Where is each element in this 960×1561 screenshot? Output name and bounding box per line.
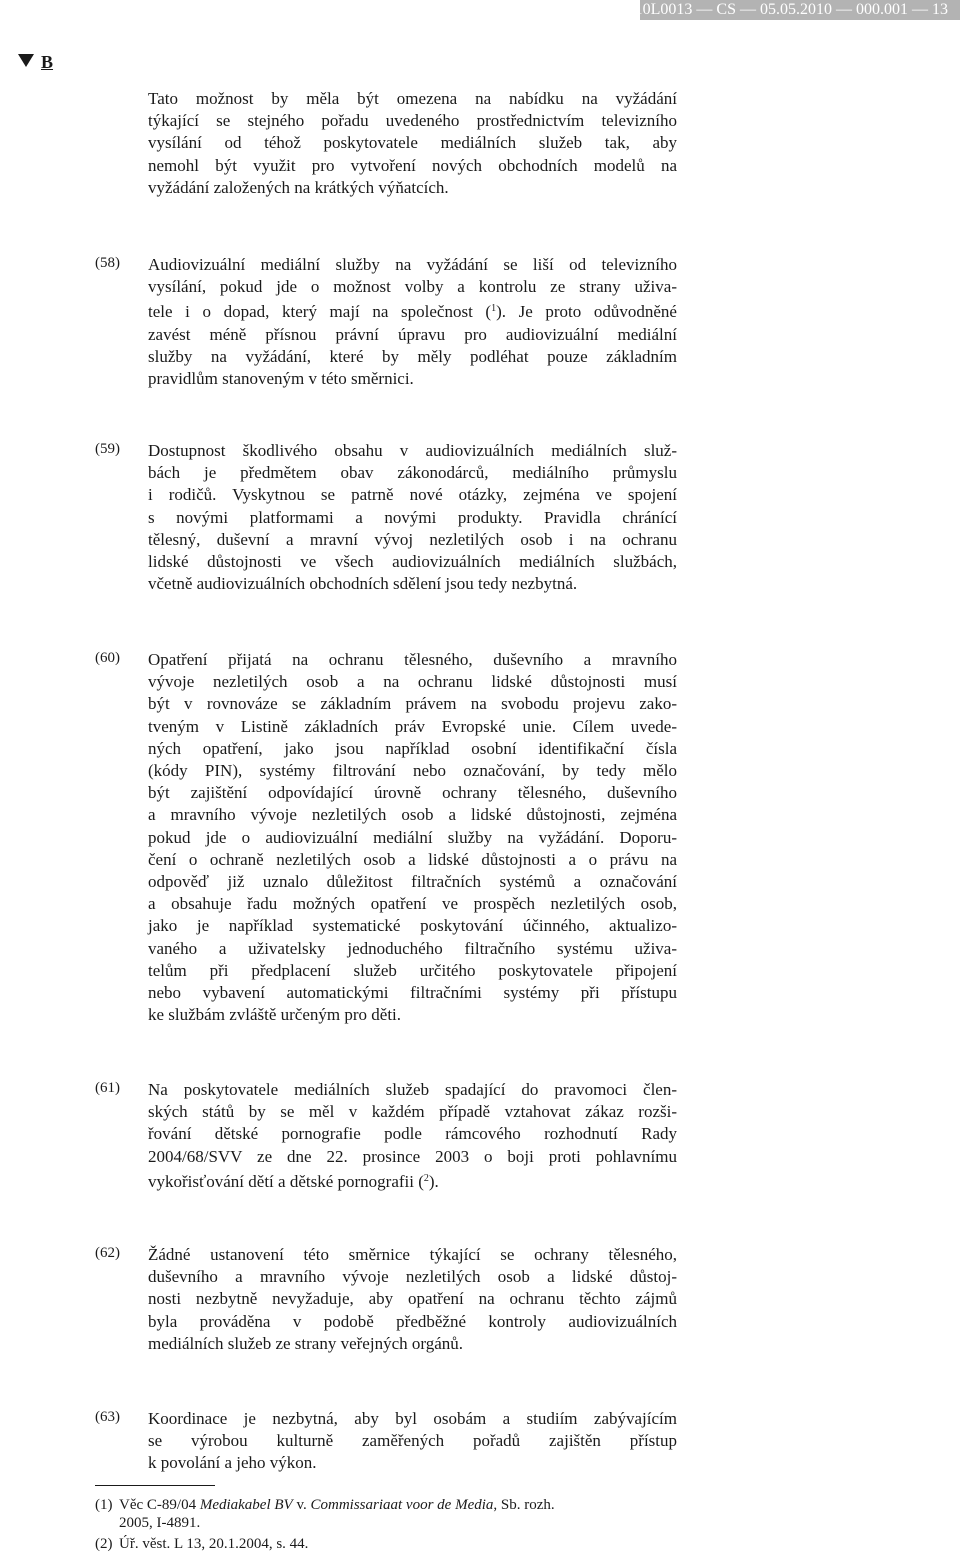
recital-number: (58): [95, 255, 120, 271]
text-line: telům při předplacení služeb určitého poskytovatele připojení: [148, 960, 677, 980]
text-line: Tato možnost by měla být omezena na nabídku na vyžádání: [148, 89, 677, 108]
text-line: vývoje nezletilých osob a na ochranu lidské důstojnosti musí: [148, 672, 677, 692]
recital-text: [148, 440, 677, 595]
text-line: být v rovnováze se základním právem na svobodu projevu zako-: [148, 694, 677, 714]
text-line: a mravního vývoje nezletilých osob a lidské důstojnosti, zejména: [148, 805, 677, 825]
text-line: lidské důstojnosti ve všech audiovizuálních mediálních službách,: [148, 552, 677, 572]
text-fragment: ). Je proto odůvodněné: [496, 302, 677, 322]
text-line: včetně audiovizuálních obchodních sdělení jsou tedy nezbytná.: [148, 574, 578, 594]
footnote-ref-1[interactable]: 1: [491, 303, 497, 315]
footnotes: [95, 1485, 677, 1553]
recital-number: (60): [95, 650, 120, 666]
recital-text: [148, 1408, 677, 1475]
recital-text: [148, 254, 677, 390]
text-line: ných opatření, jako jsou například osobní identifikační čísla: [148, 738, 677, 758]
footnote-case-party: Commissariaat voor de Media: [310, 1497, 494, 1513]
recital-text: [148, 649, 677, 1026]
intro-text: [148, 88, 677, 199]
text-line: Koordinace je nezbytná, aby byl osobám a studiím zabývajícím: [148, 1409, 677, 1428]
footnote-2: [95, 1535, 677, 1553]
text-line: pokud jde o audiovizuální mediální služby na vyžádání. Doporu-: [148, 827, 677, 847]
text-line: se výrobou kulturně zaměřených pořadů zajištěn přístup: [148, 1431, 677, 1451]
footnote-case-party: Mediakabel BV: [199, 1497, 293, 1513]
footnote-divider: [95, 1485, 215, 1486]
text-line: s novými platformami a novými produkty. Pravidla chránící: [148, 507, 677, 527]
text-line: nosti nezbytně nevyžaduje, aby opatření na ochranu těchto zájmů: [148, 1289, 677, 1309]
recital-number: (59): [95, 441, 120, 457]
text-line: 2004/68/SVV ze dne 22. prosince 2003 o boji proti pohlavnímu: [148, 1146, 677, 1166]
text-line: bách je předmětem obav zákonodárců, mediálního průmyslu: [148, 463, 677, 483]
text-line: čení o ochraně nezletilých osob a lidské důstojnosti a o právu na: [148, 849, 677, 869]
recital-number: (62): [95, 1245, 120, 1261]
triangle-down-icon: [18, 54, 34, 67]
footnote-text: , Sb. rozh.: [493, 1497, 555, 1513]
text-line: byla prováděna v podobě předběžné kontroly audiovizuálních: [148, 1311, 677, 1331]
footnote-ref-2[interactable]: 2: [423, 1172, 429, 1184]
text-line: jako je například systematické poskytování účinného, aktualizo-: [148, 916, 677, 936]
text-line: tveným v Listině základních práv Evropské unie. Cílem uvede-: [148, 716, 677, 736]
text-line: Žádné ustanovení této směrnice týkající se ochrany tělesného,: [148, 1245, 677, 1264]
text-line: týkající se stejného pořadu uvedeného prostřednictvím televizního: [148, 111, 677, 131]
header-reference: 2010L0013 — CS — 05.05.2010 — 000.001 — 13: [618, 1, 948, 18]
text-line: a obsahuje řadu možných opatření ve prospěch nezletilých osob,: [148, 894, 677, 914]
text-fragment: vykořisťování dětí a dětské pornografii (: [148, 1171, 424, 1191]
text-line: zavést méně přísnou právní úpravu pro audiovizuální mediální: [148, 324, 677, 344]
text-line-with-footnote: [148, 1168, 677, 1193]
footnote-text: Úř. věst. L 13, 20.1.2004, s. 44.: [119, 1536, 309, 1552]
footnote-text: Věc C-89/04: [119, 1497, 200, 1513]
text-line: i rodičů. Vyskytnou se patrně nové otázky, zejména ve spojení: [148, 485, 677, 505]
footnote-mark: (2): [95, 1536, 113, 1552]
footnote-text: 2005, I-4891.: [119, 1515, 201, 1531]
footnote-mark: (1): [95, 1497, 113, 1513]
amendment-marker: [18, 52, 53, 73]
marker-letter: B: [41, 52, 54, 72]
text-line: Dostupnost škodlivého obsahu v audiovizuálních mediálních služ-: [148, 441, 677, 460]
text-line: Na poskytovatele mediálních služeb spadající do pravomoci člen-: [148, 1080, 677, 1099]
text-line: vysílání od téhož poskytovatele mediálních služeb tak, aby: [148, 133, 677, 153]
footnote-text: v.: [292, 1497, 311, 1513]
text-line: nemohl být využit pro vytvoření nových obchodních modelů na: [148, 155, 677, 175]
text-line: mediálních služeb ze strany veřejných orgánů.: [148, 1333, 464, 1353]
text-line: pravidlům stanoveným v této směrnici.: [148, 369, 414, 389]
text-line: vysílání, pokud jde o možnost volby a kontrolu ze strany uživa-: [148, 277, 677, 297]
text-fragment: tele i o dopad, který mají na společnost (: [148, 302, 492, 322]
page-header: [0, 0, 960, 24]
text-line: vyžádání založených na krátkých výňatcích.: [148, 177, 449, 197]
recital-number: (61): [95, 1080, 120, 1096]
text-line: služby na vyžádání, které by měly podléhat pouze základním: [148, 346, 677, 366]
text-line: (kódy PIN), systémy filtrování nebo označování, by tedy mělo: [148, 761, 677, 781]
text-line: k povolání a jeho výkon.: [148, 1453, 317, 1473]
text-line: vaného a uživatelsky jednoduchého filtračního systému uživa-: [148, 938, 677, 958]
recital-text: [148, 1079, 677, 1193]
text-line: duševního a mravního vývoje nezletilých osob a lidské důstoj-: [148, 1267, 677, 1287]
text-line: ských států by se měl v každém případě vztahovat zákaz rozši-: [148, 1102, 677, 1122]
text-line-with-footnote: [148, 298, 677, 323]
text-line: řování dětské pornografie podle rámcového rozhodnutí Rady: [148, 1124, 677, 1144]
recital-text: [148, 1244, 677, 1355]
footnote-1: [95, 1496, 677, 1532]
text-line: odpověď již uznalo důležitost filtračních systémů a označování: [148, 872, 677, 892]
text-line: Audiovizuální mediální služby na vyžádání se liší od televizního: [148, 255, 677, 274]
text-line: Opatření přijatá na ochranu tělesného, duševního a mravního: [148, 650, 677, 669]
text-fragment: ).: [428, 1171, 439, 1191]
recital-number: (63): [95, 1409, 120, 1425]
text-line: být zajištění odpovídající úrovně ochrany tělesného, duševního: [148, 783, 677, 803]
text-line: ke službám zvláště určeným pro děti.: [148, 1005, 402, 1025]
text-line: nebo vybavení automatickými filtračními systémy při přístupu: [148, 983, 677, 1003]
text-line: tělesný, duševní a mravní vývoj nezletilých osob i na ochranu: [148, 529, 677, 549]
